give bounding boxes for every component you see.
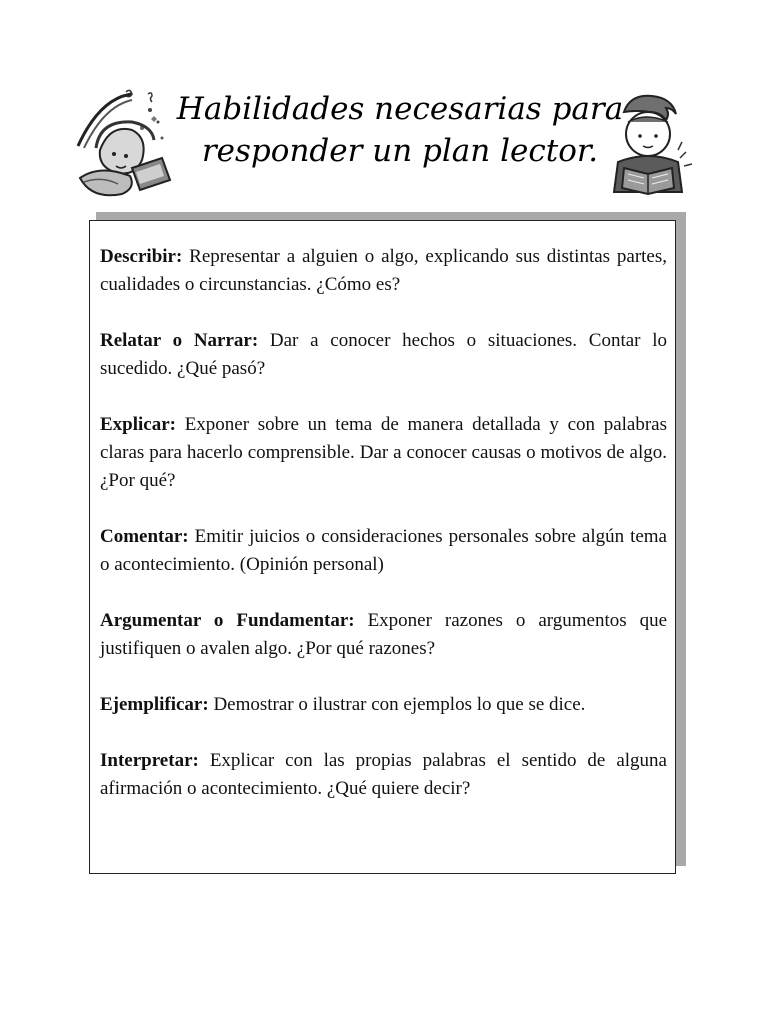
entry-describir — [100, 243, 667, 299]
skills-box — [89, 220, 676, 874]
entry-comentar — [100, 523, 667, 579]
entry-definition: Exponer razones o argumentos que justifiquen o avalen algo. ¿Por qué razones? — [100, 610, 668, 659]
entry-relatar — [100, 327, 667, 383]
entry-definition: Explicar con las propias palabras el sentido de alguna afirmación o acontecimiento. ¿Qué quiere decir? — [100, 750, 667, 799]
skills-list — [100, 243, 667, 831]
page-header — [0, 0, 768, 210]
entry-definition: Dar a conocer hechos o situaciones. Contar lo sucedido. ¿Qué pasó? — [100, 330, 668, 379]
entry-term: Argumentar o Fundamentar: — [100, 610, 355, 631]
boy-reading-book-icon — [600, 92, 696, 196]
entry-term: Comentar: — [100, 526, 189, 547]
entry-definition: Demostrar o ilustrar con ejemplos lo que se dice. — [213, 694, 586, 715]
entry-term: Explicar: — [100, 414, 176, 435]
entry-term: Describir: — [100, 246, 183, 267]
entry-interpretar — [100, 747, 667, 803]
entry-definition: Emitir juicios o consideraciones personales sobre algún tema o acontecimiento. (Opinión personal) — [100, 526, 667, 575]
entry-term: Interpretar: — [100, 750, 199, 771]
entry-definition: Exponer sobre un tema de manera detallada y con palabras claras para hacerlo comprensible. Dar a conocer causas o motivos de algo. ¿Por qué? — [100, 414, 668, 491]
girl-reading-book-icon — [70, 88, 180, 198]
title-line-2: responder un plan lector. — [201, 133, 599, 169]
page-title — [170, 88, 630, 172]
entry-term: Relatar o Narrar: — [100, 330, 259, 351]
entry-argumentar — [100, 607, 667, 663]
entry-definition: Representar a alguien o algo, explicando sus distintas partes, cualidades o circunstancias. ¿Cómo es? — [100, 246, 667, 295]
entry-explicar — [100, 411, 667, 495]
entry-ejemplificar — [100, 691, 667, 719]
entry-term: Ejemplificar: — [100, 694, 209, 715]
title-line-1: Habilidades necesarias para — [176, 91, 624, 127]
